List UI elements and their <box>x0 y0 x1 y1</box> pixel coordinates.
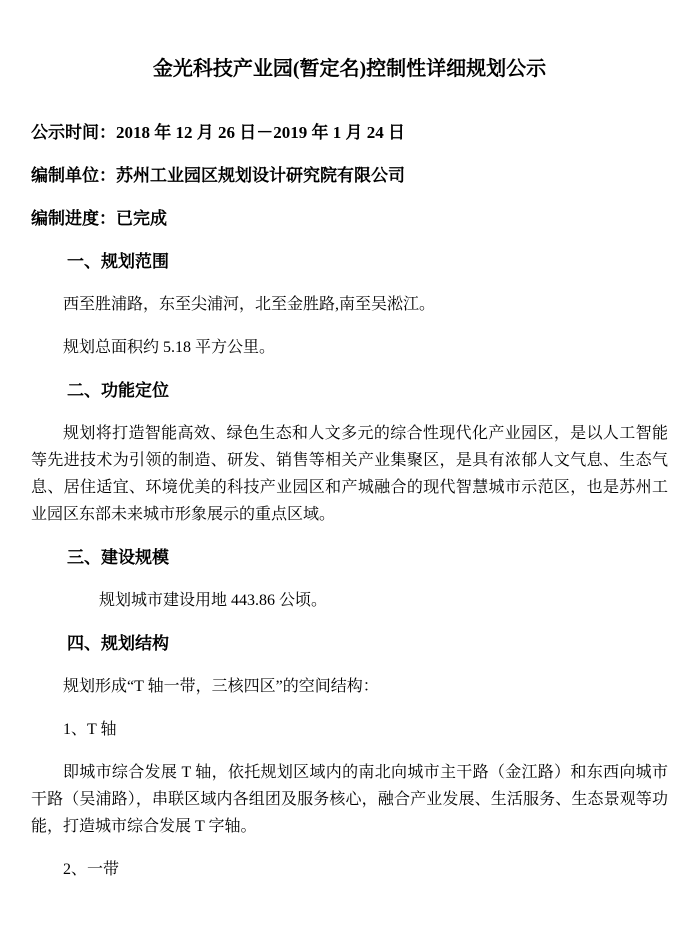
paragraph-scope-boundaries: 西至胜浦路，东至尖浦河，北至金胜路,南至吴淞江。 <box>63 296 436 313</box>
meta-label: 编制单位： <box>31 166 116 185</box>
meta-label: 公示时间： <box>31 123 116 142</box>
meta-value: 苏州工业园区规划设计研究院有限公司 <box>116 166 405 185</box>
paragraph-total-area: 规划总面积约 5.18 平方公里。 <box>63 339 276 356</box>
meta-line-publish-time <box>31 119 668 146</box>
section-heading-function-positioning: 二、功能定位 <box>67 381 169 400</box>
section-heading-planning-structure: 四、规划结构 <box>67 634 169 653</box>
document-title: 金光科技产业园(暂定名)控制性详细规划公示 <box>152 58 547 80</box>
section-heading-construction-scale: 三、建设规模 <box>67 548 169 567</box>
paragraph-item-2-one-belt: 2、一带 <box>63 861 120 878</box>
paragraph-function-positioning: 规划将打造智能高效、绿色生态和人文多元的综合性现代化产业园区，是以人工智能等先进技术为引领的制造、研发、销售等相关产业集聚区，是具有浓郁人文气息、生态气息、居住适宜、环境优美的科技产业园区和产城融合的现代智慧城市示范区，也是苏州工业园区东部未来城市形象展示的重点区域。 <box>31 425 668 523</box>
meta-line-progress <box>31 205 668 232</box>
paragraph-item-1-t-axis: 1、T 轴 <box>63 721 117 738</box>
paragraph-construction-land: 规划城市建设用地 443.86 公顷。 <box>99 592 328 609</box>
meta-value: 2018 年 12 月 26 日－2019 年 1 月 24 日 <box>116 123 405 142</box>
section-heading-planning-scope: 一、规划范围 <box>67 252 169 271</box>
document-page <box>31 55 668 883</box>
paragraph-t-axis-description: 即城市综合发展 T 轴，依托规划区域内的南北向城市主干路（金江路）和东西向城市干路（吴浦路），串联区域内各组团及服务核心，融合产业发展、生活服务、生态景观等功能，打造城市综合发展 T 字轴。 <box>31 764 668 835</box>
meta-value: 已完成 <box>116 209 167 228</box>
meta-line-author-unit <box>31 162 668 189</box>
paragraph-spatial-structure: 规划形成“T 轴一带，三核四区”的空间结构： <box>63 678 379 695</box>
meta-label: 编制进度： <box>31 209 116 228</box>
